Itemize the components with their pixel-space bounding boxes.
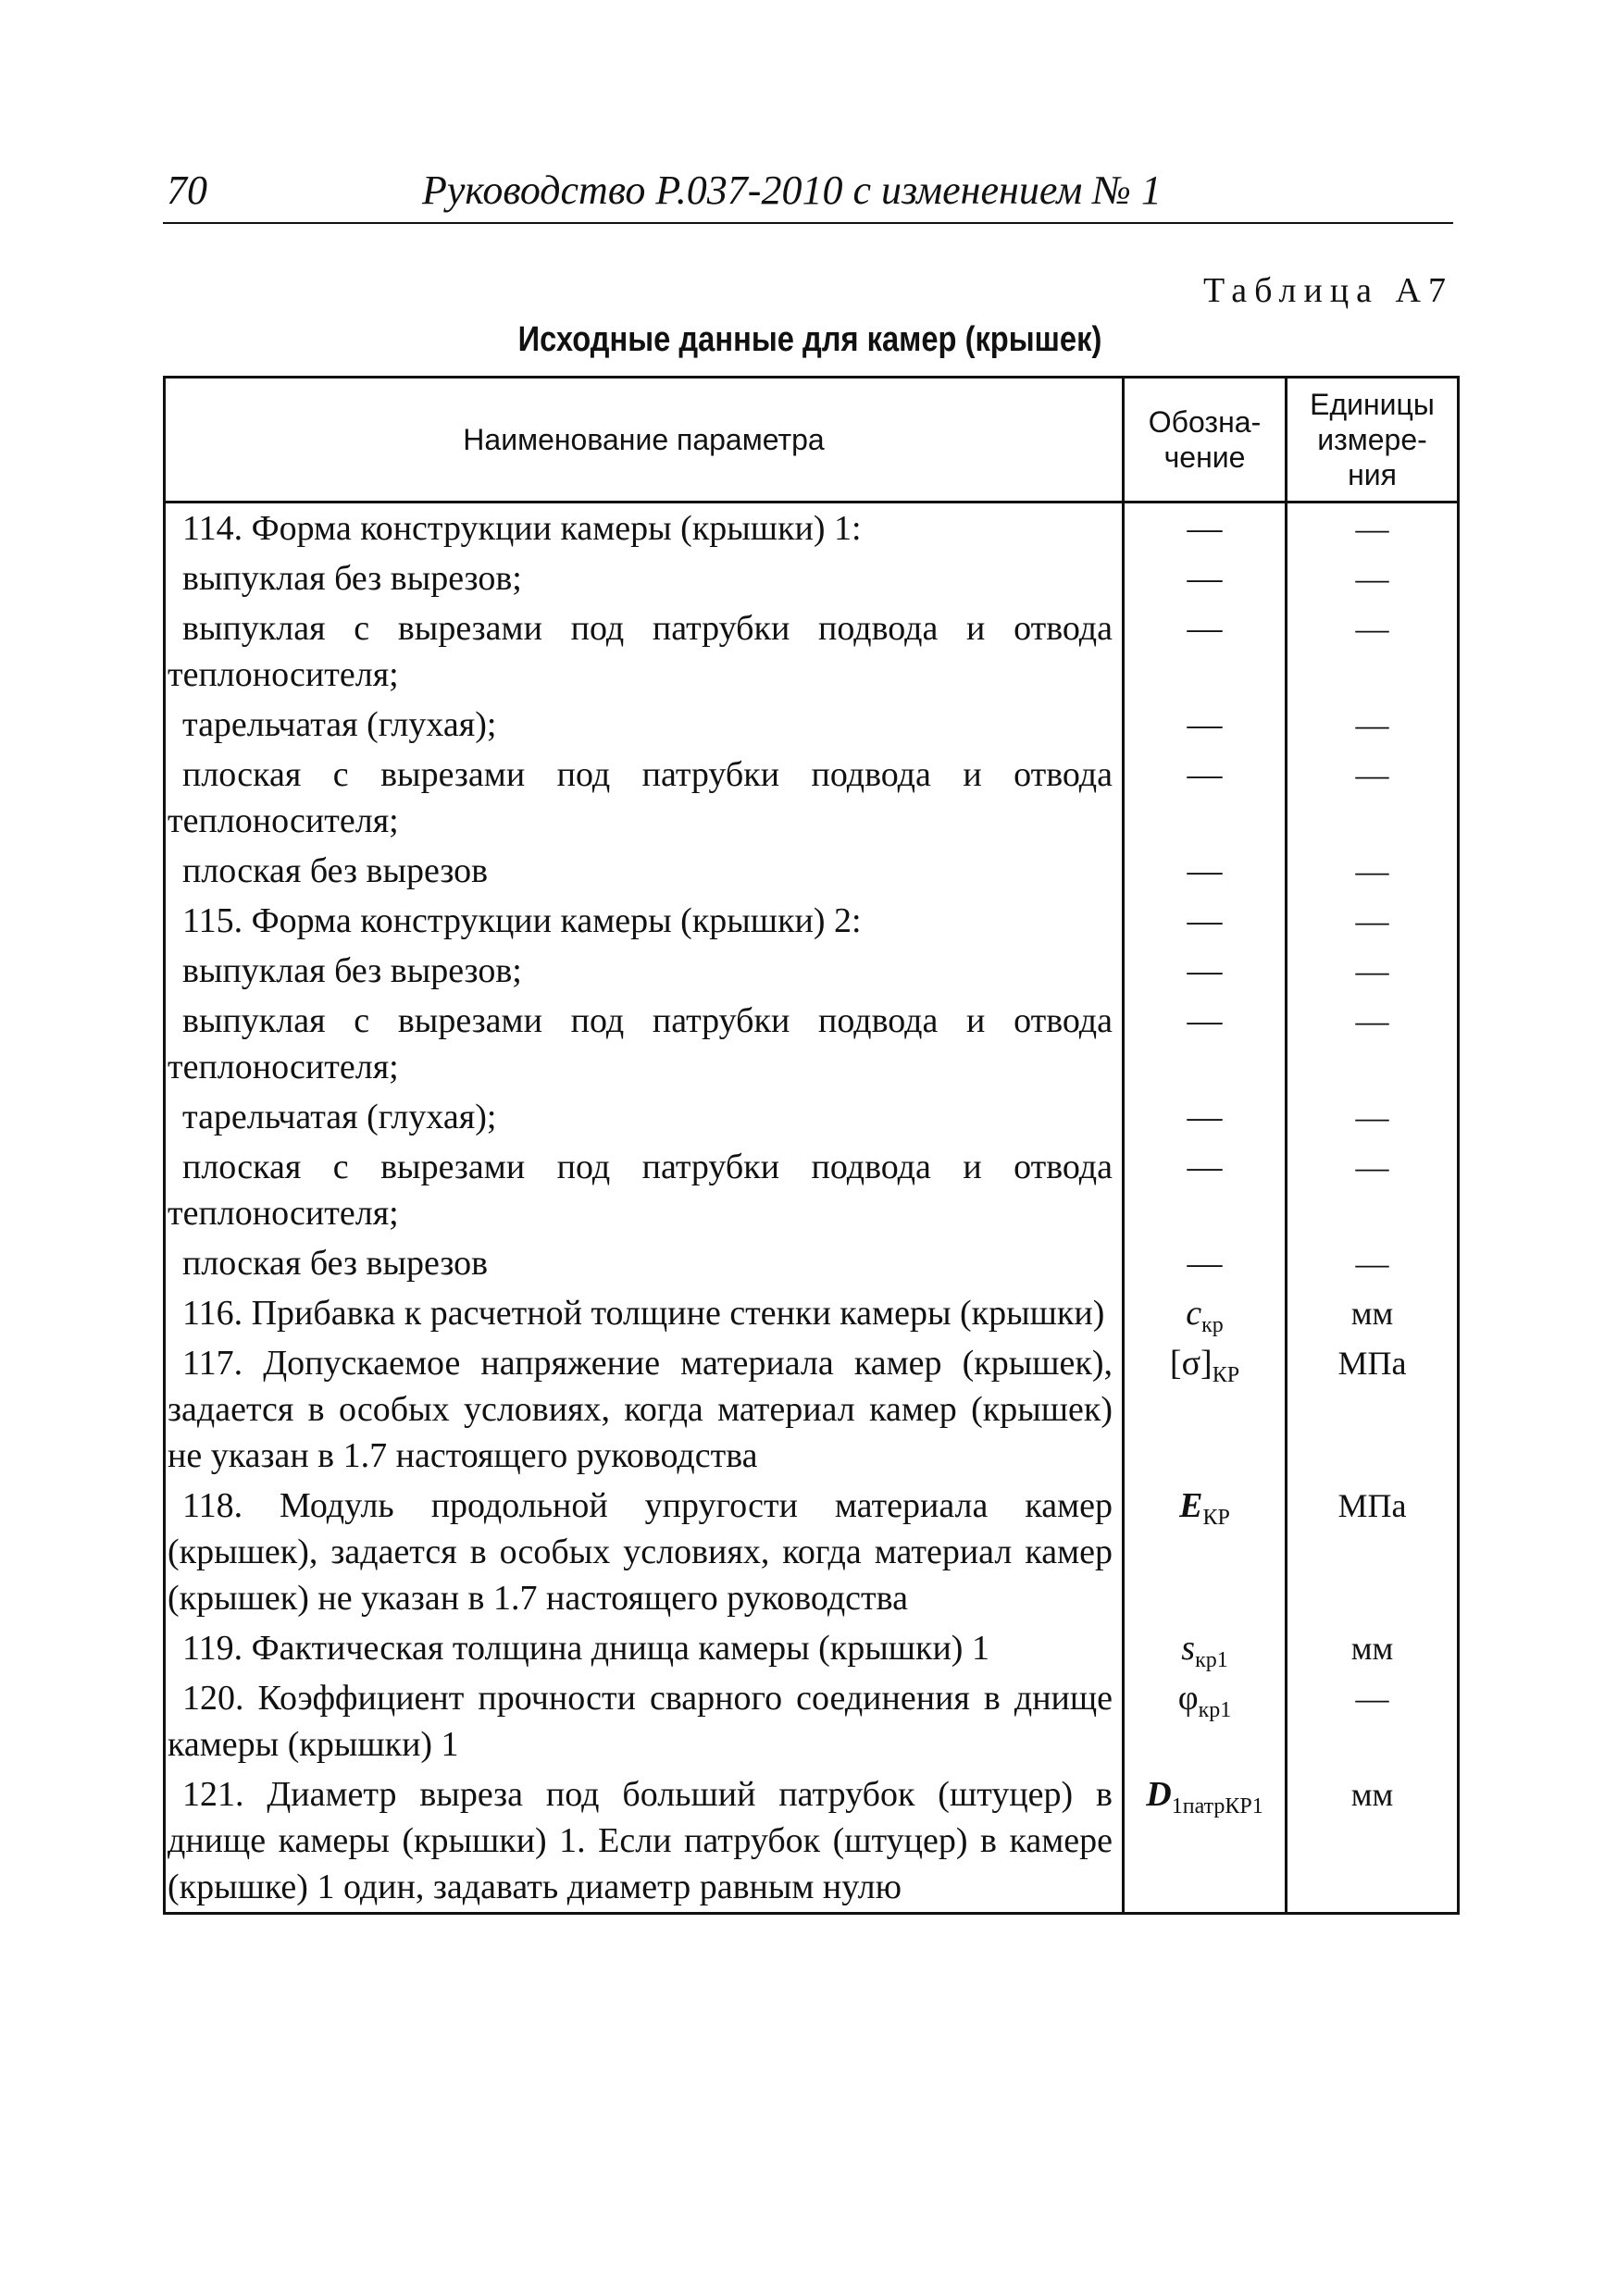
parameter-name — [165, 553, 1124, 603]
parameter-unit — [1287, 1142, 1459, 1238]
table-row — [165, 553, 1459, 603]
parameter-name-text: 117. Допускаемое напряжение материала камер (крышек), задается в особых условиях, когда материал камер (крышек) не указан в 1.7 настоящего руководства — [168, 1344, 1113, 1475]
symbol-dash: — — [1187, 559, 1223, 598]
table-header-row — [165, 378, 1459, 503]
parameter-name-text: тарельчатая (глухая); — [182, 705, 497, 744]
symbol-base: φ — [1177, 1679, 1199, 1718]
parameter-name — [165, 896, 1124, 946]
parameter-name — [165, 1481, 1124, 1623]
parameter-name — [165, 750, 1124, 846]
running-title: Руководство Р.037-2010 с изменением № 1 — [422, 168, 1162, 213]
table-row — [165, 996, 1459, 1092]
parameter-unit — [1287, 603, 1459, 700]
parameter-symbol — [1124, 896, 1287, 946]
table-row — [165, 1769, 1459, 1914]
unit-text: — — [1355, 1245, 1389, 1282]
parameter-symbol — [1124, 1338, 1287, 1481]
column-header-symbol: Обозна- чение — [1124, 378, 1287, 503]
table-row — [165, 1623, 1459, 1673]
symbol-subscript: кр1 — [1195, 1648, 1228, 1672]
parameter-symbol — [1124, 503, 1287, 554]
parameter-name — [165, 503, 1124, 554]
header-rule — [163, 222, 1453, 224]
symbol-subscript: 1патрКР1 — [1171, 1794, 1263, 1818]
parameter-unit — [1287, 1623, 1459, 1673]
table-row — [165, 896, 1459, 946]
parameter-name-text: 116. Прибавка к расчетной толщине стенки камеры (крышки) — [182, 1294, 1105, 1333]
parameter-symbol — [1124, 1288, 1287, 1338]
parameter-name — [165, 700, 1124, 750]
symbol-dash: — — [1187, 951, 1223, 990]
parameter-name — [165, 946, 1124, 996]
symbol-dash: — — [1187, 1001, 1223, 1040]
table-label: Таблица А7 — [1203, 271, 1453, 310]
parameter-name — [165, 1238, 1124, 1288]
parameter-symbol — [1124, 1092, 1287, 1142]
symbol-base: c — [1186, 1294, 1202, 1333]
table-row — [165, 1481, 1459, 1623]
symbol-dash: — — [1187, 1148, 1223, 1186]
page-header — [163, 167, 1453, 224]
parameter-name — [165, 1673, 1124, 1769]
parameter-unit — [1287, 996, 1459, 1092]
parameter-name — [165, 1142, 1124, 1238]
parameter-unit — [1287, 846, 1459, 896]
symbol-dash: — — [1187, 1244, 1223, 1283]
table-row — [165, 1288, 1459, 1338]
table-row — [165, 846, 1459, 896]
parameter-unit — [1287, 946, 1459, 996]
parameter-unit — [1287, 896, 1459, 946]
parameter-name-text: 120. Коэффициент прочности сварного соединения в днище камеры (крышки) 1 — [168, 1679, 1113, 1764]
parameter-unit — [1287, 1092, 1459, 1142]
table-row — [165, 603, 1459, 700]
unit-text: — — [1355, 706, 1389, 743]
unit-text: — — [1355, 852, 1389, 889]
column-header-unit: Единицы измере- ния — [1287, 378, 1459, 503]
parameter-name — [165, 1288, 1124, 1338]
parameter-symbol — [1124, 603, 1287, 700]
parameter-unit — [1287, 700, 1459, 750]
unit-text: мм — [1350, 1776, 1394, 1813]
unit-text: — — [1355, 756, 1389, 793]
parameter-name — [165, 1092, 1124, 1142]
unit-text: — — [1355, 610, 1389, 647]
parameter-symbol — [1124, 1481, 1287, 1623]
symbol-base: s — [1181, 1629, 1196, 1668]
parameter-name — [165, 846, 1124, 896]
parameter-name-text: 121. Диаметр выреза под больший патрубок (штуцер) в днище камеры (крышки) 1. Если патрубок (штуцер) в камере (крышке) 1 один, задавать диаметр равным нулю — [168, 1775, 1113, 1906]
parameter-name-text: 115. Форма конструкции камеры (крышки) 2: — [182, 901, 862, 940]
symbol-subscript: КР — [1202, 1506, 1230, 1530]
parameter-unit — [1287, 1238, 1459, 1288]
symbol-dash: — — [1187, 851, 1223, 890]
symbol-dash: — — [1187, 1098, 1223, 1136]
symbol-dash: — — [1187, 509, 1223, 548]
table-title: Исходные данные для камер (крышек) — [517, 320, 1102, 359]
symbol-dash: — — [1187, 901, 1223, 940]
parameter-symbol — [1124, 700, 1287, 750]
symbol-subscript: КР — [1212, 1363, 1240, 1387]
parameter-name-text: 118. Модуль продольной упругости материала камер (крышек), задается в особых условиях, когда материал камер (крышек) не указан в 1.7 настоящего руководства — [168, 1486, 1113, 1618]
table-row — [165, 1142, 1459, 1238]
symbol-base: D — [1146, 1775, 1172, 1814]
unit-text: — — [1355, 1148, 1389, 1185]
unit-text: — — [1355, 510, 1389, 547]
unit-text: — — [1355, 1098, 1389, 1136]
symbol-base: E — [1179, 1486, 1203, 1525]
parameter-symbol — [1124, 750, 1287, 846]
parameter-symbol — [1124, 553, 1287, 603]
unit-text: — — [1355, 560, 1389, 597]
parameter-unit — [1287, 1769, 1459, 1914]
parameter-symbol — [1124, 846, 1287, 896]
parameter-name-text: плоская без вырезов — [182, 1244, 489, 1283]
parameter-name-text: плоская с вырезами под патрубки подвода и отвода теплоносителя; — [168, 1148, 1113, 1233]
symbol-subscript: кр — [1201, 1313, 1224, 1337]
parameter-name-text: выпуклая с вырезами под патрубки подвода и отвода теплоносителя; — [168, 609, 1113, 694]
page-number: 70 — [167, 168, 207, 213]
parameter-symbol — [1124, 1142, 1287, 1238]
parameter-name-text: выпуклая без вырезов; — [182, 951, 522, 990]
table-row — [165, 503, 1459, 554]
parameter-symbol — [1124, 1769, 1287, 1914]
table-row — [165, 1338, 1459, 1481]
unit-text: — — [1355, 902, 1389, 939]
symbol-dash: — — [1187, 705, 1223, 744]
parameter-name-text: плоская с вырезами под патрубки подвода и отвода теплоносителя; — [168, 755, 1113, 840]
unit-text: — — [1355, 952, 1389, 989]
symbol-base: [σ] — [1169, 1344, 1213, 1383]
unit-text: мм — [1350, 1295, 1394, 1332]
parameter-symbol — [1124, 1623, 1287, 1673]
column-header-name: Наименование параметра — [165, 378, 1124, 503]
symbol-dash: — — [1187, 609, 1223, 648]
parameter-name-text: выпуклая без вырезов; — [182, 559, 522, 598]
parameter-name-text: 119. Фактическая толщина днища камеры (крышки) 1 — [182, 1629, 989, 1668]
parameter-unit — [1287, 1338, 1459, 1481]
parameter-name — [165, 1623, 1124, 1673]
table-body — [165, 503, 1459, 1914]
symbol-subscript: кр1 — [1198, 1698, 1232, 1722]
parameter-name — [165, 996, 1124, 1092]
parameter-unit — [1287, 1481, 1459, 1623]
parameter-name-text: выпуклая с вырезами под патрубки подвода и отвода теплоносителя; — [168, 1001, 1113, 1086]
unit-text: — — [1355, 1002, 1389, 1039]
parameter-unit — [1287, 1673, 1459, 1769]
parameter-name-text: плоская без вырезов — [182, 851, 489, 890]
parameter-symbol — [1124, 1238, 1287, 1288]
parameter-name — [165, 1338, 1124, 1481]
parameter-name-text: 114. Форма конструкции камеры (крышки) 1: — [182, 509, 862, 548]
unit-text: МПа — [1337, 1487, 1407, 1524]
parameters-table — [163, 376, 1460, 1915]
table-row — [165, 750, 1459, 846]
table-row — [165, 1092, 1459, 1142]
parameter-unit — [1287, 503, 1459, 554]
symbol-dash: — — [1187, 755, 1223, 794]
parameter-unit — [1287, 750, 1459, 846]
parameter-symbol — [1124, 996, 1287, 1092]
table-row — [165, 700, 1459, 750]
table-row — [165, 1673, 1459, 1769]
unit-text: — — [1355, 1680, 1389, 1717]
parameter-name — [165, 1769, 1124, 1914]
parameter-symbol — [1124, 1673, 1287, 1769]
table-row — [165, 1238, 1459, 1288]
unit-text: МПа — [1337, 1345, 1407, 1382]
parameter-name-text: тарельчатая (глухая); — [182, 1098, 497, 1136]
unit-text: мм — [1350, 1630, 1394, 1667]
parameter-symbol — [1124, 946, 1287, 996]
table-row — [165, 946, 1459, 996]
parameter-unit — [1287, 1288, 1459, 1338]
parameter-unit — [1287, 553, 1459, 603]
parameter-name — [165, 603, 1124, 700]
